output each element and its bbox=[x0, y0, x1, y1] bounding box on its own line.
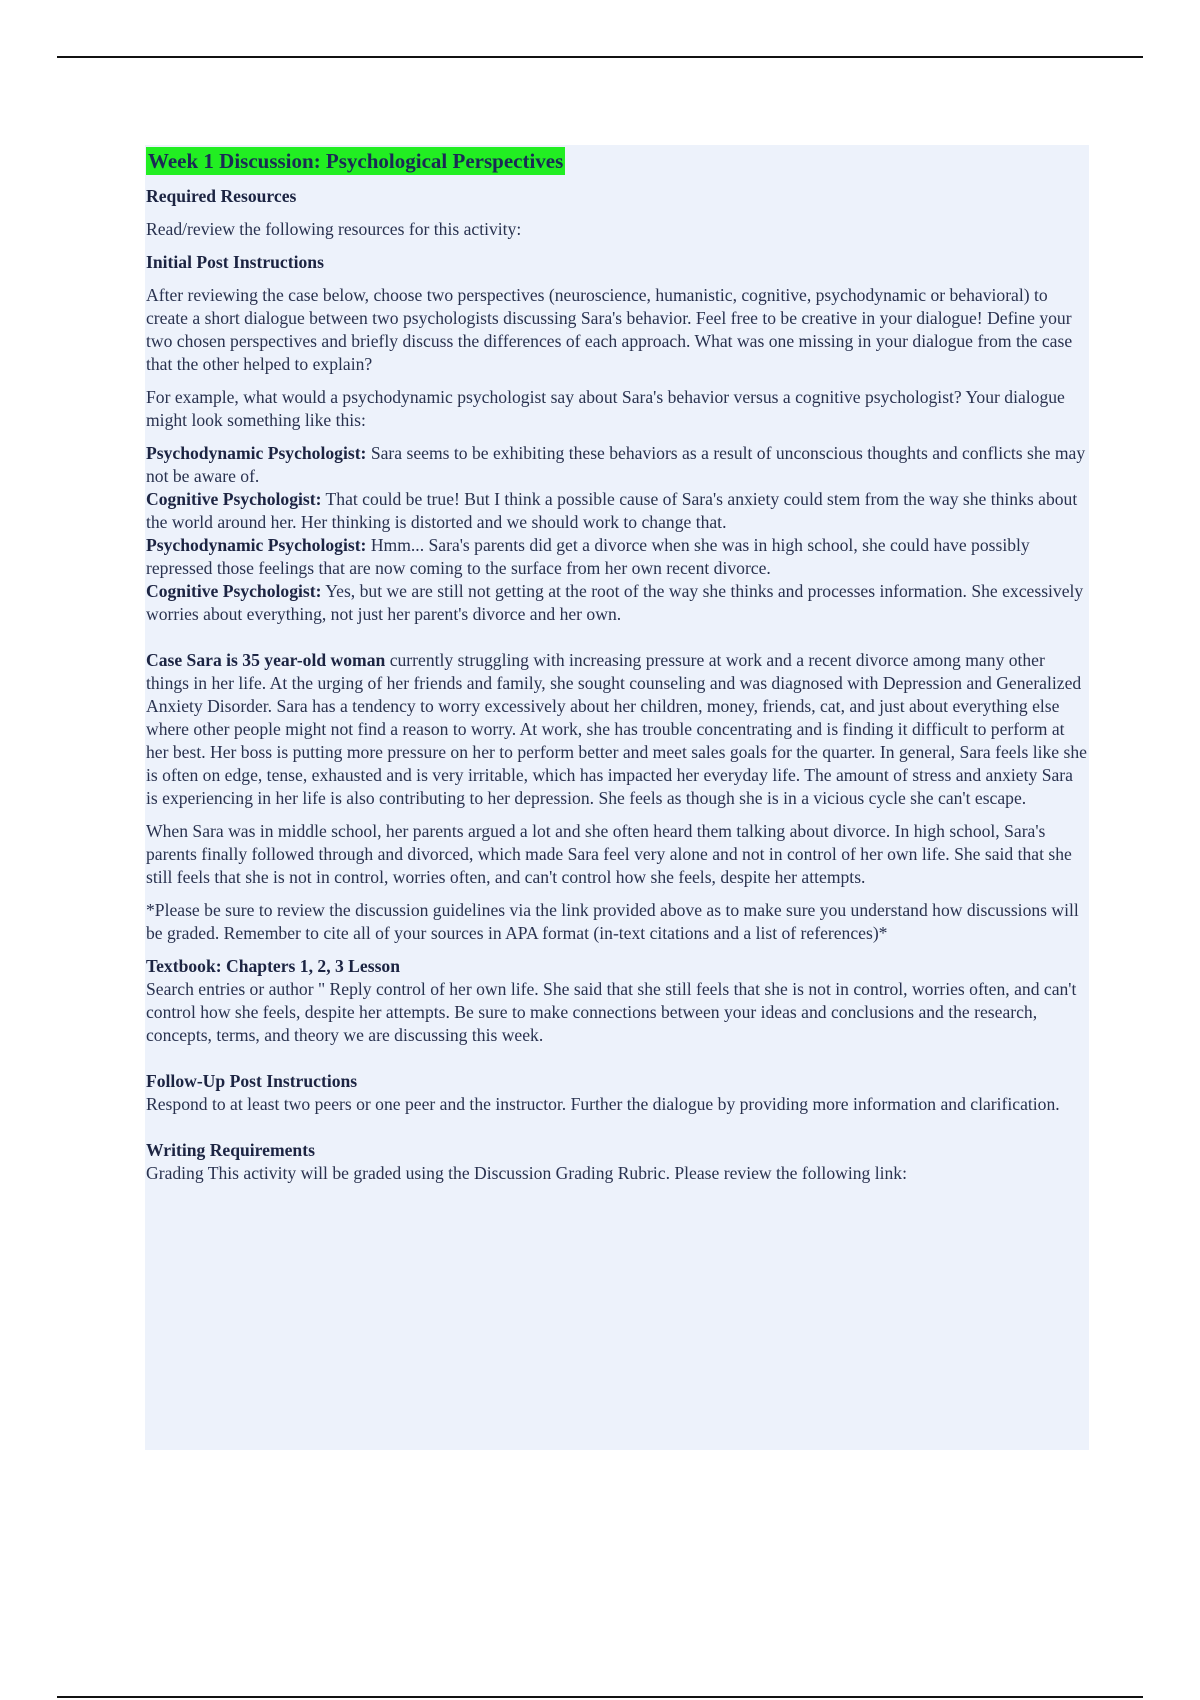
followup-heading: Follow-Up Post Instructions bbox=[146, 1071, 358, 1091]
dialogue-block bbox=[146, 442, 1088, 626]
dialogue-speaker: Psychodynamic Psychologist: bbox=[146, 443, 367, 463]
case-lead: Case Sara is 35 year-old woman bbox=[146, 650, 386, 670]
instructions-paragraph: After reviewing the case below, choose two perspectives (neuroscience, humanistic, cognitive, psychodynamic or behavioral) to create a short dialogue between two psychologists discussing Sara's behavior. Feel free to be creative in your dialogue! Define your two chosen perspectives and briefly discuss the differences of each approach. What was one missing in your dialogue from the case that the other helped to explain? bbox=[146, 285, 1073, 374]
middle-school-paragraph: When Sara was in middle school, her parents argued a lot and she often heard them talking about divorce. In high school, Sara's parents finally followed through and divorced, which made Sara feel very alone and not in control of her own life. She said that she still feels that she is not in control, worries often, and can't control how she feels, despite her attempts. bbox=[146, 821, 1072, 887]
dialogue-speaker: Cognitive Psychologist: bbox=[146, 581, 322, 601]
dialogue-line bbox=[146, 442, 1088, 488]
textbook-paragraph: Search entries or author " Reply control of her own life. She said that she still feels that she is not in control, worries often, and can't control how she feels, despite her attempts. Be sure to make connections between your ideas and conclusions and the research, concepts, terms, and theory we are discussing this week. bbox=[146, 979, 1077, 1045]
dialogue-line bbox=[146, 534, 1088, 580]
dialogue-text: That could be true! But I think a possible cause of Sara's anxiety could stem from the way she thinks about the world around her. Her thinking is distorted and we should work to change that. bbox=[146, 489, 1078, 532]
dialogue-line bbox=[146, 580, 1088, 626]
textbook-heading: Textbook: Chapters 1, 2, 3 Lesson bbox=[146, 956, 401, 976]
dialogue-text: Hmm... Sara's parents did get a divorce when she was in high school, she could have possibly repressed those feelings that are now coming to the surface from her own recent divorce. bbox=[146, 535, 1030, 578]
dialogue-speaker: Psychodynamic Psychologist: bbox=[146, 535, 367, 555]
dialogue-text: Yes, but we are still not getting at the root of the way she thinks and processes information. She excessively worries about everything, not just her parent's divorce and her own. bbox=[146, 581, 1084, 624]
dialogue-line bbox=[146, 488, 1088, 534]
writing-heading: Writing Requirements bbox=[146, 1140, 315, 1160]
writing-paragraph: Grading This activity will be graded using the Discussion Grading Rubric. Please review the following link: bbox=[146, 1163, 907, 1183]
example-paragraph: For example, what would a psychodynamic psychologist say about Sara's behavior versus a cognitive psychologist? Your dialogue might look something like this: bbox=[146, 387, 1065, 430]
case-text: currently struggling with increasing pressure at work and a recent divorce among many other things in her life. At the urging of her friends and family, she sought counseling and was diagnosed with Depression and Generalized Anxiety Disorder. Sara has a tendency to worry excessively about her children, money, friends, cat, and just about everything else where other people might not find a reason to worry. At work, she has trouble concentrating and is finding it difficult to perform at her best. Her boss is putting more pressure on her to perform better and meet sales goals for the quarter. In general, Sara feels like she is often on edge, tense, exhausted and is very irritable, which has impacted her everyday life. The amount of stress and anxiety Sara is experiencing in her life is also contributing to her depression. She feels as though she is in a vicious cycle she can't escape. bbox=[146, 650, 1087, 808]
required-resources-heading: Required Resources bbox=[146, 186, 297, 206]
dialogue-text: Sara seems to be exhibiting these behaviors as a result of unconscious thoughts and conflicts she may not be aware of. bbox=[146, 443, 1086, 486]
dialogue-speaker: Cognitive Psychologist: bbox=[146, 489, 322, 509]
followup-paragraph: Respond to at least two peers or one peer and the instructor. Further the dialogue by providing more information and clarification. bbox=[146, 1094, 1060, 1114]
initial-post-heading: Initial Post Instructions bbox=[146, 252, 324, 272]
guidelines-paragraph: *Please be sure to review the discussion guidelines via the link provided above as to make sure you understand how discussions will be graded. Remember to cite all of your sources in APA format (in-text citations and a list of references)* bbox=[146, 900, 1079, 943]
bottom-rule bbox=[57, 1696, 1143, 1698]
top-rule bbox=[57, 56, 1143, 58]
read-review-text: Read/review the following resources for this activity: bbox=[146, 219, 522, 239]
document-content bbox=[146, 145, 1088, 1185]
document-title: Week 1 Discussion: Psychological Perspectives bbox=[148, 149, 564, 173]
case-paragraph bbox=[146, 649, 1088, 810]
